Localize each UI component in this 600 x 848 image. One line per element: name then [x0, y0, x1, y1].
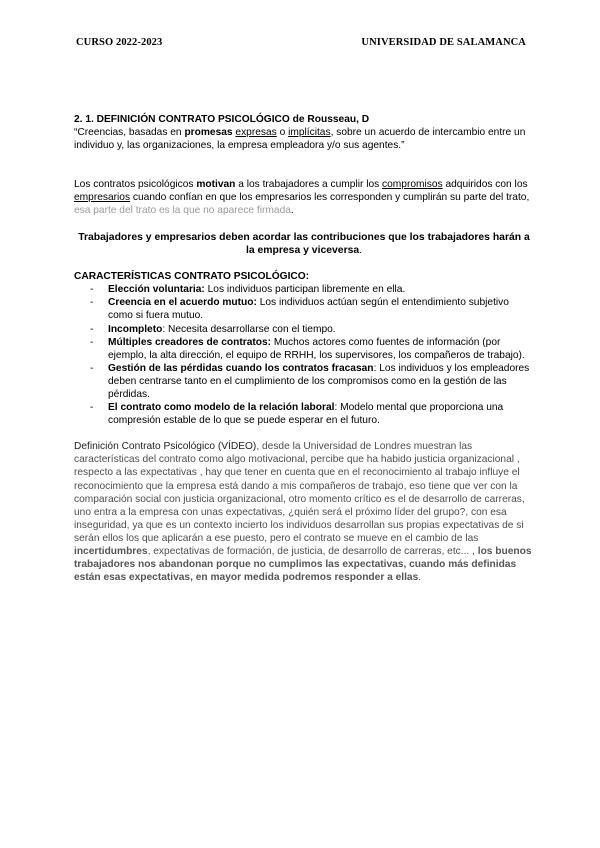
- video-section: [74, 440, 534, 584]
- motivation-paragraph: [74, 178, 534, 217]
- header-course: CURSO 2022-2023: [76, 37, 163, 48]
- quote-text: “Creencias, basadas en: [74, 127, 185, 139]
- motivation-text: adquiridos con los: [442, 179, 528, 191]
- quote-word-expresas: expresas: [235, 127, 277, 139]
- list-item: [74, 283, 534, 296]
- list-item: [74, 362, 534, 401]
- motivation-word-compromisos: compromisos: [382, 179, 443, 191]
- quote-text: , sobre un acuerdo de intercambio entre un individuo y, las organizaciones, la empresa empleadora y/o sus agentes.”: [74, 127, 526, 152]
- list-item: [74, 336, 534, 362]
- motivation-text: Los contratos psicológicos: [74, 179, 197, 191]
- item-desc: : Modelo mental que proporciona una compresión estable de lo que se puede esperar en el futuro.: [108, 402, 504, 427]
- definition-quote: [74, 126, 534, 152]
- video-lead: Definición Contrato Psicológico (VÍDEO): [74, 441, 257, 453]
- motivation-text: cuando confían en que los empresarios les corresponden y cumplirán su parte del trato,: [130, 192, 530, 204]
- video-bold-conclusion: los buenos trabajadores nos abandonan porque no cumplimos las expectativas, cuando más definidas están esas expectativas, en mayor medida podremos responder a ellas: [74, 546, 532, 584]
- list-dash: -: [90, 323, 94, 335]
- item-term: Múltiples creadores de contratos:: [108, 336, 272, 348]
- list-dash: -: [90, 336, 94, 348]
- centered-end: .: [359, 244, 363, 256]
- video-bold-incertidumbres: incertidumbres: [74, 546, 148, 558]
- item-term: Elección voluntaria:: [108, 284, 205, 296]
- item-desc: : Necesita desarrollarse con el tiempo.: [162, 323, 336, 335]
- centered-statement: [74, 231, 534, 258]
- header-university: UNIVERSIDAD DE SALAMANCA: [361, 37, 526, 48]
- motivation-grey-note: esa parte del trato es la que no aparece firmada: [74, 205, 291, 217]
- centered-text: Trabajadores y empresarios deben acordar las contribuciones que los trabajadores harán a la empresa y viceversa: [78, 231, 530, 256]
- list-dash: -: [90, 284, 94, 296]
- item-term: Creencia en el acuerdo mutuo:: [108, 297, 257, 309]
- list-dash: -: [90, 402, 94, 414]
- characteristics-title: CARACTERÍSTICAS CONTRATO PSICOLÓGICO:: [74, 271, 310, 283]
- list-dash: -: [90, 362, 94, 374]
- motivation-word-motivan: motivan: [196, 179, 236, 191]
- motivation-word-empresarios: empresarios: [74, 192, 131, 204]
- section-title: 2. 1. DEFINICIÓN CONTRATO PSICOLÓGICO de Rousseau, D: [74, 114, 370, 125]
- video-paragraph: [74, 440, 534, 584]
- list-item: [74, 296, 534, 322]
- video-text: , desde la Universidad de Londres muestran las características del contrato como algo motivacional, percibe que ha habido justicia organizacional , respecto a las expectativas , hay que tener en cuenta que en el reconocimiento al trabajo influye el reconocimiento que la empresa está dando a mis compañeros de trabajo, eso tiene que ver con la comparación social con justicia organizacional, otro momento crítico es el de desarrollo de carreras, uno entra a la empresa con unas expectativas, ¿quién será el próximo líder del grupo?, con esa inseguridad, ya que es un contexto incierto los individuos desarrollan sus propias expectativas de si serán ellos los que aplicarán a ese puesto, pero el contrato se mueve en el cambio de las: [74, 441, 525, 544]
- item-desc: Los individuos actúan según el entendimiento subjetivo como si fuera mutuo.: [108, 297, 509, 322]
- video-text: , expectativas de formación, de justicia, de desarrollo de carreras, etc... ,: [147, 546, 478, 558]
- item-term: El contrato como modelo de la relación laboral: [108, 402, 335, 414]
- quote-word-implicitas: implícitas: [288, 127, 331, 139]
- item-term: Gestión de las pérdidas cuando los contratos fracasan: [108, 362, 374, 374]
- list-item: [74, 401, 534, 427]
- item-term: Incompleto: [108, 323, 163, 335]
- motivation-text: a los trabajadores a cumplir los: [235, 179, 383, 191]
- list-dash: -: [90, 297, 94, 309]
- list-item: [74, 323, 534, 336]
- document-body: [74, 113, 534, 584]
- characteristics-list: [74, 283, 534, 427]
- item-desc: Muchos actores como fuentes de información (por ejemplo, la alta dirección, el equipo de RRHH, los supervisores, los compañeros de trabajo).: [108, 336, 525, 361]
- quote-word-promesas: promesas: [184, 127, 233, 139]
- quote-text: o: [276, 127, 289, 139]
- item-desc: Los individuos participan libremente en ella.: [204, 284, 406, 296]
- video-end: .: [418, 572, 422, 584]
- item-desc: : Los individuos y los empleadores deben centrarse tanto en el cumplimiento de los compromisos como en la gestión de las pérdidas.: [108, 362, 530, 400]
- motivation-end: .: [290, 205, 294, 217]
